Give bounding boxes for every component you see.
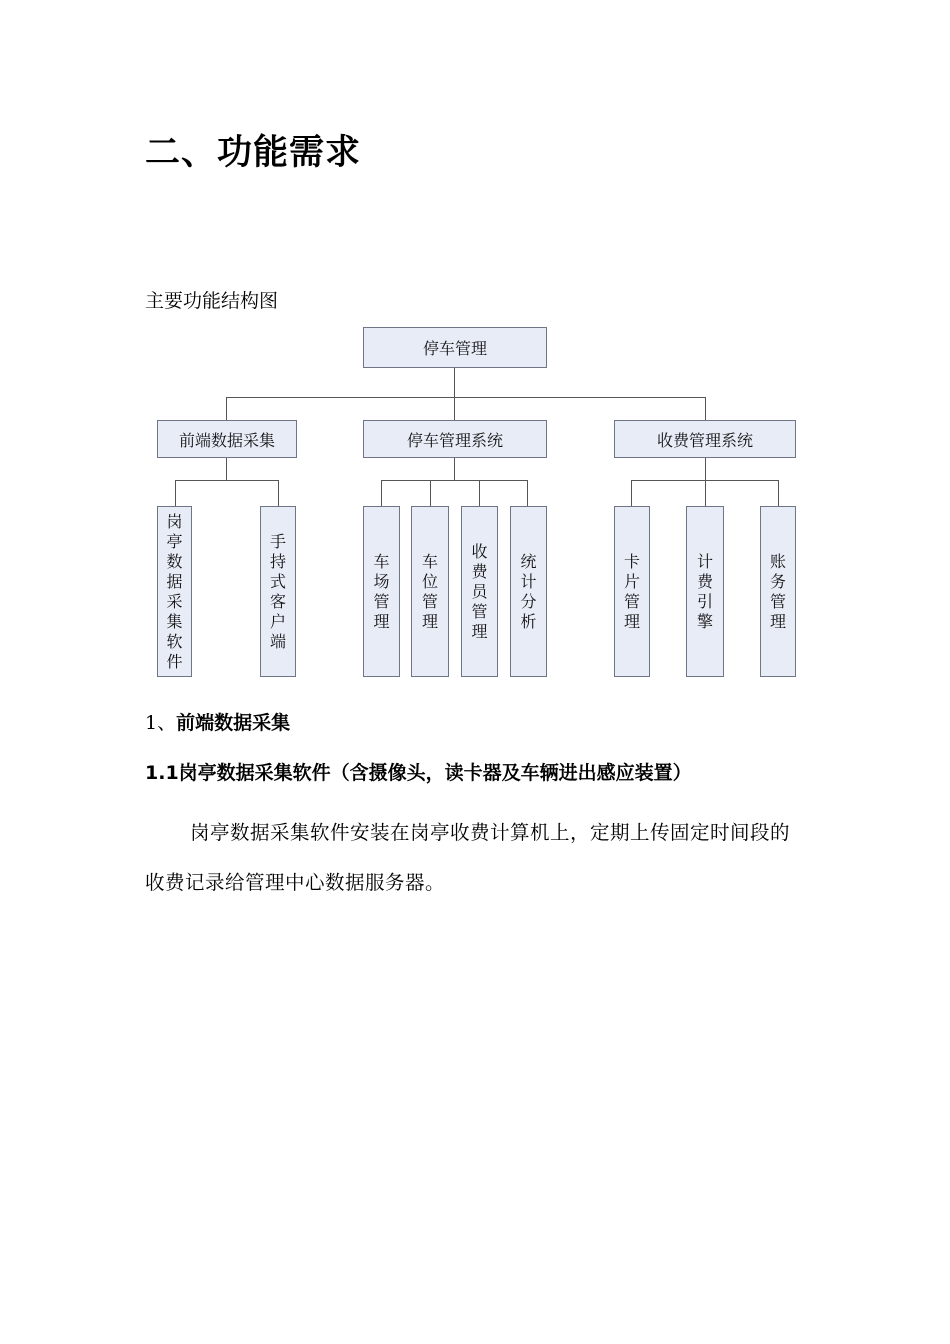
leaf-node <box>614 506 650 677</box>
leaf-node-label: 车场管理 <box>373 551 390 631</box>
connector-line <box>527 480 528 506</box>
connector-line <box>479 480 480 506</box>
section-number: 1、 <box>145 712 177 734</box>
group-node-parking-system <box>363 420 547 458</box>
connector-line <box>778 480 779 506</box>
root-node <box>363 327 547 368</box>
leaf-node-label: 卡片管理 <box>623 551 640 631</box>
body-paragraph: 岗亭数据采集软件安装在岗亭收费计算机上，定期上传固定时间段的收费记录给管理中心数据服务器。 <box>145 821 791 894</box>
leaf-node-label: 车位管理 <box>421 551 438 631</box>
connector-line <box>226 397 227 420</box>
leaf-node-label: 岗亭数据采集软件 <box>166 511 183 671</box>
leaf-node <box>760 506 796 677</box>
section-1-heading <box>145 708 290 738</box>
leaf-node <box>363 506 400 677</box>
diagram-caption: 主要功能结构图 <box>145 290 279 312</box>
subsection-1-1-heading: 1.1岗亭数据采集软件（含摄像头，读卡器及车辆进出感应装置） <box>145 762 692 784</box>
connector-line <box>454 457 455 481</box>
connector-line <box>631 480 632 506</box>
leaf-node <box>461 506 498 677</box>
root-node-label: 停车管理 <box>422 339 487 358</box>
connector-line <box>381 480 528 481</box>
leaf-node <box>411 506 449 677</box>
leaf-node <box>260 506 296 677</box>
group-node-frontend <box>157 420 297 458</box>
connector-line <box>175 480 176 506</box>
leaf-node-label: 账务管理 <box>769 551 786 631</box>
section-title: 前端数据采集 <box>176 712 291 734</box>
leaf-node <box>157 506 192 677</box>
group-node-label: 前端数据采集 <box>178 430 275 450</box>
page-heading: 二、功能需求 <box>145 133 362 173</box>
leaf-node-label: 统计分析 <box>520 551 537 631</box>
connector-line <box>278 480 279 506</box>
group-node-label: 停车管理系统 <box>406 430 503 450</box>
connector-line <box>430 480 431 506</box>
connector-line <box>705 480 706 506</box>
leaf-node <box>510 506 547 677</box>
connector-line <box>705 457 706 481</box>
leaf-node <box>686 506 724 677</box>
leaf-node-label: 收费员管理 <box>471 541 488 641</box>
connector-line <box>175 480 279 481</box>
connector-line <box>454 367 455 420</box>
connector-line <box>381 480 382 506</box>
connector-line <box>226 457 227 481</box>
leaf-node-label: 计费引擎 <box>696 551 713 631</box>
leaf-node-label: 手持式客户端 <box>269 531 286 651</box>
group-node-billing-system <box>614 420 796 458</box>
group-node-label: 收费管理系统 <box>656 430 753 450</box>
connector-line <box>705 397 706 420</box>
connector-line <box>226 397 706 398</box>
